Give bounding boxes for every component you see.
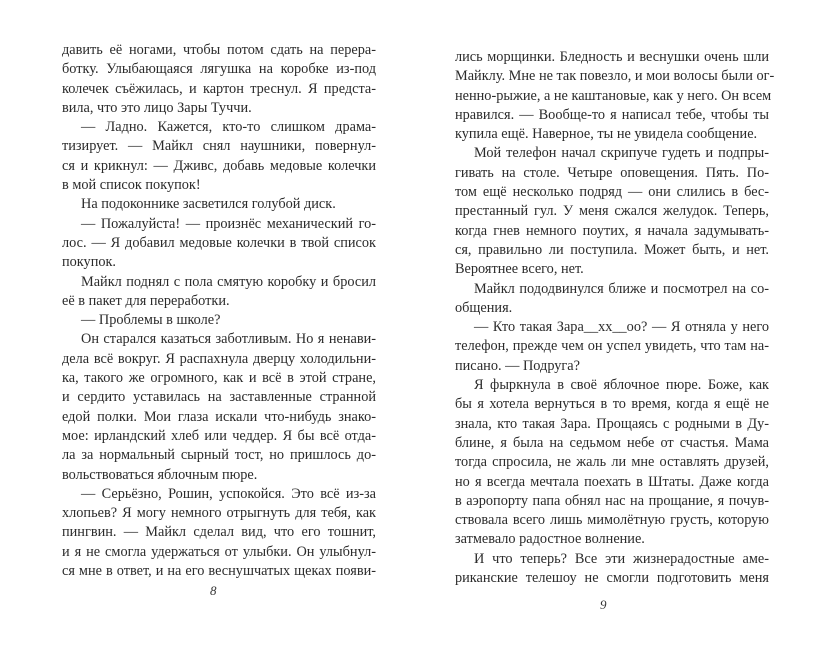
text-line: вила, что это лицо Зары Туччи.: [62, 99, 252, 116]
text-line: давить её ногами, чтобы потом сдать на перера-: [62, 42, 376, 58]
text-line: ся, правильно ли поступила. Может быть, и нет.: [455, 241, 769, 258]
text-line: лись морщинки. Бледность и веснушки очень шли: [455, 49, 769, 65]
page-number-left: 8: [210, 583, 217, 598]
text-line: Майкл пододвинулся ближе и посмотрел на со-: [474, 280, 769, 297]
text-line: знала, кто такая Зара. Прощаясь с родными в Ду-: [455, 415, 769, 432]
paragraph: [455, 550, 769, 589]
text-line: Майкл поднял с пола смятую коробку и бросил: [81, 273, 376, 290]
text-line: общения.: [455, 299, 513, 316]
paragraph: [455, 318, 769, 376]
left-page-text: [62, 41, 376, 581]
text-line: ствовала всего лишь мимолётную грусть, которую: [455, 512, 769, 529]
paragraph: [62, 118, 376, 195]
text-line: колечек съёжилась, и картон треснул. Я предста-: [62, 80, 376, 97]
text-line: Мой телефон начал скрипуче гудеть и подпры-: [474, 145, 769, 162]
text-line: телефон, прежде чем он успел увидеть, что там на-: [455, 338, 769, 355]
text-line: писано. — Подруга?: [455, 357, 580, 374]
text-line: — Кто такая Зара__xx__oo? — Я отняла у него: [474, 319, 769, 336]
text-line: купила ещё. Наверное, ты не увидела сообщение.: [455, 126, 758, 143]
text-line: в аэропорту папа обнял нас на прощание, я почув-: [455, 492, 769, 509]
text-line: ла за нормальный сырный тост, но пришлось до-: [62, 447, 376, 464]
paragraph: [455, 280, 769, 319]
text-line: И что теперь? Все эти жизнерадостные аме-: [474, 550, 769, 567]
text-line: ся и крикнул: — Дживс, добавь медовые колечки: [62, 157, 376, 174]
paragraph: [62, 311, 376, 330]
right-page-text: [455, 48, 775, 588]
text-line: Вероятнее всего, нет.: [455, 261, 584, 278]
paragraph: [455, 144, 769, 279]
text-line: покупок.: [62, 254, 117, 271]
paragraph: [455, 48, 775, 144]
text-line: и я не смогла удержаться от улыбки. Он улыбнул-: [62, 543, 376, 560]
text-line: нравился. — Вообще-то я написал тебе, чтобы ты: [455, 106, 769, 123]
text-line: — Серьёзно, Рошин, успокойся. Это всё из-за: [81, 485, 376, 502]
text-line: тизирует. — Майкл снял наушники, повернул-: [62, 138, 376, 155]
text-line: На подоконнике засветился голубой диск.: [81, 196, 336, 213]
text-line: и сердито уставилась на заставленные странной: [62, 389, 376, 406]
paragraph: [62, 215, 376, 273]
text-line: лос. — Я добавил медовые колечки в твой список: [62, 234, 376, 251]
paragraph: [62, 195, 376, 214]
paragraph: [62, 330, 376, 484]
text-line: хлопьев? Я могу немного отрыгнуть для тебя, как: [62, 505, 376, 522]
text-line: ботку. Улыбающаяся лягушка на коробке из-под: [62, 61, 376, 78]
text-line: вольствоваться яблочным пюре.: [62, 466, 258, 483]
text-line: Майклу. Мне не так повезло, и мои волосы были ог-: [455, 68, 775, 85]
text-line: Я фыркнула в своё яблочное пюре. Боже, как: [474, 377, 769, 394]
text-line: — Проблемы в школе?: [81, 312, 221, 329]
text-line: тогда спросила, не жаль ли мне оставлять друзей,: [455, 454, 769, 471]
text-line: её в пакет для переработки.: [62, 292, 230, 309]
text-line: пингвин. — Майкл сделал вид, что его тошнит,: [62, 524, 376, 541]
text-line: престанный гул. У меня сжался желудок. Теперь,: [455, 203, 769, 220]
paragraph: [455, 376, 769, 550]
text-line: затмевало радостное волнение.: [455, 531, 645, 548]
text-line: — Пожалуйста! — произнёс механический го-: [81, 215, 376, 232]
text-line: в мой список покупок!: [62, 177, 201, 194]
text-line: когда гнев немного поутих, я начала задумывать-: [455, 222, 769, 239]
text-line: риканские телешоу не смогли подготовить меня: [455, 570, 769, 587]
text-line: Он старался казаться заботливым. Но я ненави-: [81, 331, 376, 348]
paragraph: [62, 41, 376, 118]
paragraph: [62, 485, 376, 581]
paragraph: [62, 273, 376, 312]
page-number-right: 9: [600, 597, 607, 612]
text-line: ка, такого же огромного, как и всё в этой стране,: [62, 370, 376, 387]
text-line: бы я хотела вернуться в то время, когда я ещё не: [455, 396, 769, 413]
text-line: мое: ирландский хлеб или чеддер. Я бы всё отда-: [62, 427, 376, 444]
text-line: ненно-рыжие, а не каштановые, как у него. Он всем: [455, 87, 772, 104]
text-line: но я всегда мечтала поехать в Штаты. Даже когда: [455, 473, 769, 490]
text-line: дела всё вокруг. Я распахнула дверцу холодильни-: [62, 350, 376, 367]
text-line: ся мне в ответ, и на его веснушчатых щеках появи-: [62, 563, 376, 580]
text-line: гивать на столе. Четыре оповещения. Пять. По-: [455, 164, 769, 181]
text-line: едой полки. Мои глаза искали что-нибудь знако-: [62, 408, 376, 425]
text-line: — Ладно. Кажется, кто-то слишком драма-: [81, 119, 376, 136]
text-line: том ещё несколько подряд — они слились в бес-: [455, 184, 769, 201]
text-line: блине, я была на седьмом небе от счастья. Мама: [455, 434, 769, 451]
